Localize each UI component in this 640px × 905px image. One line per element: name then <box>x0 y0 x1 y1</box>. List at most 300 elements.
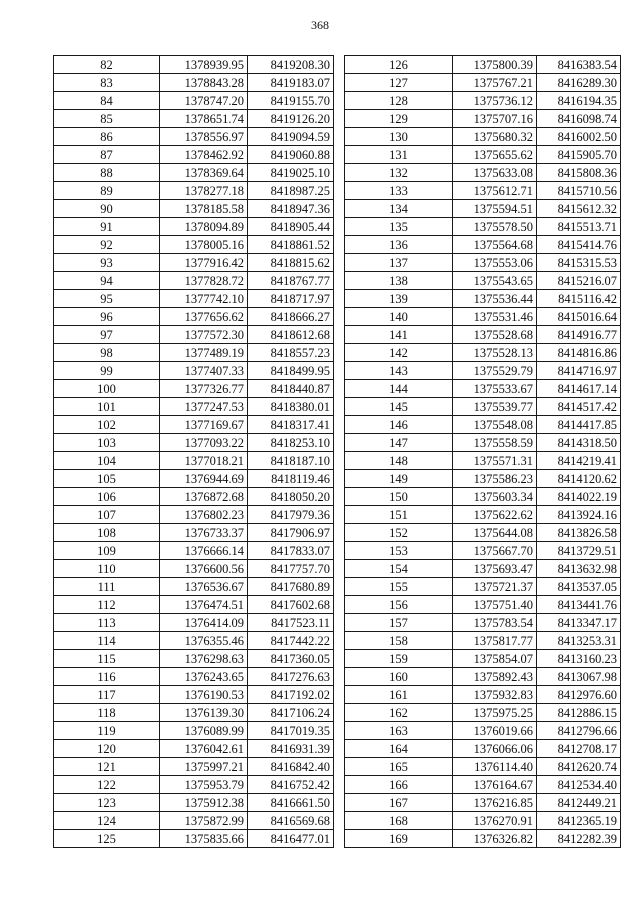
table-row <box>54 146 334 164</box>
y-coordinate-cell: 8419126.20 <box>248 110 334 128</box>
table-row <box>54 128 334 146</box>
y-coordinate-cell: 8414517.42 <box>537 398 621 416</box>
x-coordinate-cell: 1378185.58 <box>160 200 248 218</box>
point-number-cell: 104 <box>54 452 160 470</box>
y-coordinate-cell: 8413253.31 <box>537 632 621 650</box>
table-row <box>345 542 621 560</box>
x-coordinate-cell: 1378094.89 <box>160 218 248 236</box>
y-coordinate-cell: 8413826.58 <box>537 524 621 542</box>
point-number-cell: 169 <box>345 830 453 848</box>
table-row <box>345 578 621 596</box>
x-coordinate-cell: 1377742.10 <box>160 290 248 308</box>
y-coordinate-cell: 8417833.07 <box>248 542 334 560</box>
x-coordinate-cell: 1376474.51 <box>160 596 248 614</box>
y-coordinate-cell: 8415016.64 <box>537 308 621 326</box>
table-row <box>345 290 621 308</box>
point-number-cell: 103 <box>54 434 160 452</box>
point-number-cell: 137 <box>345 254 453 272</box>
x-coordinate-cell: 1376733.37 <box>160 524 248 542</box>
y-coordinate-cell: 8415612.32 <box>537 200 621 218</box>
point-number-cell: 89 <box>54 182 160 200</box>
y-coordinate-cell: 8414318.50 <box>537 434 621 452</box>
point-number-cell: 111 <box>54 578 160 596</box>
x-coordinate-cell: 1375586.23 <box>453 470 537 488</box>
y-coordinate-cell: 8412449.21 <box>537 794 621 812</box>
point-number-cell: 97 <box>54 326 160 344</box>
y-coordinate-cell: 8418717.97 <box>248 290 334 308</box>
y-coordinate-cell: 8413441.76 <box>537 596 621 614</box>
table-row <box>345 236 621 254</box>
table-row <box>54 830 334 848</box>
point-number-cell: 147 <box>345 434 453 452</box>
y-coordinate-cell: 8419208.30 <box>248 56 334 74</box>
table-row <box>345 668 621 686</box>
table-row <box>345 56 621 74</box>
point-number-cell: 98 <box>54 344 160 362</box>
point-number-cell: 99 <box>54 362 160 380</box>
table-row <box>345 200 621 218</box>
y-coordinate-cell: 8415513.71 <box>537 218 621 236</box>
y-coordinate-cell: 8418317.41 <box>248 416 334 434</box>
y-coordinate-cell: 8418440.87 <box>248 380 334 398</box>
y-coordinate-cell: 8419183.07 <box>248 74 334 92</box>
point-number-cell: 156 <box>345 596 453 614</box>
point-number-cell: 114 <box>54 632 160 650</box>
point-number-cell: 143 <box>345 362 453 380</box>
x-coordinate-cell: 1375533.67 <box>453 380 537 398</box>
x-coordinate-cell: 1375529.79 <box>453 362 537 380</box>
x-coordinate-cell: 1375644.08 <box>453 524 537 542</box>
point-number-cell: 167 <box>345 794 453 812</box>
point-number-cell: 110 <box>54 560 160 578</box>
table-row <box>54 308 334 326</box>
x-coordinate-cell: 1376270.91 <box>453 812 537 830</box>
y-coordinate-cell: 8418253.10 <box>248 434 334 452</box>
y-coordinate-cell: 8417680.89 <box>248 578 334 596</box>
table-row <box>345 722 621 740</box>
table-row <box>345 74 621 92</box>
table-row <box>345 488 621 506</box>
x-coordinate-cell: 1376414.09 <box>160 614 248 632</box>
y-coordinate-cell: 8413067.98 <box>537 668 621 686</box>
table-row <box>54 110 334 128</box>
y-coordinate-cell: 8412365.19 <box>537 812 621 830</box>
x-coordinate-cell: 1376355.46 <box>160 632 248 650</box>
x-coordinate-cell: 1375553.06 <box>453 254 537 272</box>
x-coordinate-cell: 1375539.77 <box>453 398 537 416</box>
point-number-cell: 85 <box>54 110 160 128</box>
y-coordinate-cell: 8414120.62 <box>537 470 621 488</box>
table-row <box>54 506 334 524</box>
point-number-cell: 151 <box>345 506 453 524</box>
x-coordinate-cell: 1375892.43 <box>453 668 537 686</box>
x-coordinate-cell: 1376089.99 <box>160 722 248 740</box>
y-coordinate-cell: 8416383.54 <box>537 56 621 74</box>
y-coordinate-cell: 8418767.77 <box>248 272 334 290</box>
point-number-cell: 152 <box>345 524 453 542</box>
point-number-cell: 112 <box>54 596 160 614</box>
x-coordinate-cell: 1375932.83 <box>453 686 537 704</box>
x-coordinate-cell: 1375997.21 <box>160 758 248 776</box>
x-coordinate-cell: 1377656.62 <box>160 308 248 326</box>
point-number-cell: 102 <box>54 416 160 434</box>
table-row <box>54 434 334 452</box>
y-coordinate-cell: 8415116.42 <box>537 290 621 308</box>
x-coordinate-cell: 1376216.85 <box>453 794 537 812</box>
table-row <box>54 668 334 686</box>
x-coordinate-cell: 1375528.68 <box>453 326 537 344</box>
y-coordinate-cell: 8418557.23 <box>248 344 334 362</box>
x-coordinate-cell: 1377018.21 <box>160 452 248 470</box>
table-row <box>54 236 334 254</box>
y-coordinate-cell: 8414916.77 <box>537 326 621 344</box>
y-coordinate-cell: 8415808.36 <box>537 164 621 182</box>
point-number-cell: 113 <box>54 614 160 632</box>
point-number-cell: 139 <box>345 290 453 308</box>
x-coordinate-cell: 1378277.18 <box>160 182 248 200</box>
x-coordinate-cell: 1377489.19 <box>160 344 248 362</box>
y-coordinate-cell: 8412796.66 <box>537 722 621 740</box>
table-row <box>54 488 334 506</box>
x-coordinate-cell: 1375975.25 <box>453 704 537 722</box>
table-row <box>54 596 334 614</box>
point-number-cell: 107 <box>54 506 160 524</box>
x-coordinate-cell: 1375603.34 <box>453 488 537 506</box>
y-coordinate-cell: 8417757.70 <box>248 560 334 578</box>
point-number-cell: 92 <box>54 236 160 254</box>
point-number-cell: 88 <box>54 164 160 182</box>
table-row <box>345 182 621 200</box>
table-row <box>54 452 334 470</box>
x-coordinate-cell: 1377828.72 <box>160 272 248 290</box>
point-number-cell: 149 <box>345 470 453 488</box>
x-coordinate-cell: 1375854.07 <box>453 650 537 668</box>
table-row <box>54 704 334 722</box>
table-row <box>345 740 621 758</box>
y-coordinate-cell: 8418187.10 <box>248 452 334 470</box>
y-coordinate-cell: 8419025.10 <box>248 164 334 182</box>
x-coordinate-cell: 1378556.97 <box>160 128 248 146</box>
x-coordinate-cell: 1375912.38 <box>160 794 248 812</box>
table-row <box>345 794 621 812</box>
y-coordinate-cell: 8417602.68 <box>248 596 334 614</box>
table-row <box>54 362 334 380</box>
x-coordinate-cell: 1375667.70 <box>453 542 537 560</box>
table-row <box>345 560 621 578</box>
point-number-cell: 86 <box>54 128 160 146</box>
table-row <box>345 470 621 488</box>
y-coordinate-cell: 8418947.36 <box>248 200 334 218</box>
table-row <box>54 182 334 200</box>
y-coordinate-cell: 8413537.05 <box>537 578 621 596</box>
table-row <box>345 704 621 722</box>
point-number-cell: 160 <box>345 668 453 686</box>
y-coordinate-cell: 8413160.23 <box>537 650 621 668</box>
table-row <box>54 380 334 398</box>
point-number-cell: 100 <box>54 380 160 398</box>
table-row <box>54 686 334 704</box>
table-row <box>345 164 621 182</box>
table-row <box>345 110 621 128</box>
y-coordinate-cell: 8418666.27 <box>248 308 334 326</box>
table-row <box>54 614 334 632</box>
x-coordinate-cell: 1376114.40 <box>453 758 537 776</box>
point-number-cell: 150 <box>345 488 453 506</box>
x-coordinate-cell: 1376066.06 <box>453 740 537 758</box>
x-coordinate-cell: 1378005.16 <box>160 236 248 254</box>
x-coordinate-cell: 1378651.74 <box>160 110 248 128</box>
point-number-cell: 90 <box>54 200 160 218</box>
y-coordinate-cell: 8412708.17 <box>537 740 621 758</box>
point-number-cell: 135 <box>345 218 453 236</box>
point-number-cell: 154 <box>345 560 453 578</box>
y-coordinate-cell: 8416289.30 <box>537 74 621 92</box>
x-coordinate-cell: 1375680.32 <box>453 128 537 146</box>
table-row <box>54 794 334 812</box>
point-number-cell: 128 <box>345 92 453 110</box>
point-number-cell: 106 <box>54 488 160 506</box>
x-coordinate-cell: 1375707.16 <box>453 110 537 128</box>
point-number-cell: 136 <box>345 236 453 254</box>
y-coordinate-cell: 8418815.62 <box>248 254 334 272</box>
y-coordinate-cell: 8415710.56 <box>537 182 621 200</box>
table-row <box>345 308 621 326</box>
point-number-cell: 163 <box>345 722 453 740</box>
x-coordinate-cell: 1375872.99 <box>160 812 248 830</box>
table-row <box>54 56 334 74</box>
point-number-cell: 168 <box>345 812 453 830</box>
table-row <box>54 164 334 182</box>
coordinates-table-right <box>344 55 621 848</box>
y-coordinate-cell: 8417360.05 <box>248 650 334 668</box>
x-coordinate-cell: 1377326.77 <box>160 380 248 398</box>
x-coordinate-cell: 1377407.33 <box>160 362 248 380</box>
x-coordinate-cell: 1376944.69 <box>160 470 248 488</box>
x-coordinate-cell: 1377916.42 <box>160 254 248 272</box>
y-coordinate-cell: 8414617.14 <box>537 380 621 398</box>
point-number-cell: 87 <box>54 146 160 164</box>
x-coordinate-cell: 1376164.67 <box>453 776 537 794</box>
x-coordinate-cell: 1375531.46 <box>453 308 537 326</box>
x-coordinate-cell: 1376139.30 <box>160 704 248 722</box>
page-number: 368 <box>311 18 329 32</box>
table-row <box>54 200 334 218</box>
x-coordinate-cell: 1375751.40 <box>453 596 537 614</box>
table-row <box>345 776 621 794</box>
table-row <box>54 272 334 290</box>
x-coordinate-cell: 1375594.51 <box>453 200 537 218</box>
x-coordinate-cell: 1376802.23 <box>160 506 248 524</box>
point-number-cell: 146 <box>345 416 453 434</box>
x-coordinate-cell: 1376536.67 <box>160 578 248 596</box>
point-number-cell: 108 <box>54 524 160 542</box>
table-row <box>345 506 621 524</box>
point-number-cell: 141 <box>345 326 453 344</box>
table-row <box>345 398 621 416</box>
point-number-cell: 131 <box>345 146 453 164</box>
y-coordinate-cell: 8416752.42 <box>248 776 334 794</box>
x-coordinate-cell: 1375767.21 <box>453 74 537 92</box>
table-row <box>345 416 621 434</box>
y-coordinate-cell: 8415905.70 <box>537 146 621 164</box>
x-coordinate-cell: 1375736.12 <box>453 92 537 110</box>
point-number-cell: 164 <box>345 740 453 758</box>
point-number-cell: 123 <box>54 794 160 812</box>
y-coordinate-cell: 8416002.50 <box>537 128 621 146</box>
point-number-cell: 116 <box>54 668 160 686</box>
y-coordinate-cell: 8416931.39 <box>248 740 334 758</box>
point-number-cell: 159 <box>345 650 453 668</box>
x-coordinate-cell: 1375564.68 <box>453 236 537 254</box>
table-row <box>54 254 334 272</box>
y-coordinate-cell: 8412534.40 <box>537 776 621 794</box>
table-row <box>345 686 621 704</box>
table-row <box>345 812 621 830</box>
y-coordinate-cell: 8418905.44 <box>248 218 334 236</box>
x-coordinate-cell: 1376600.56 <box>160 560 248 578</box>
point-number-cell: 155 <box>345 578 453 596</box>
y-coordinate-cell: 8416661.50 <box>248 794 334 812</box>
point-number-cell: 166 <box>345 776 453 794</box>
x-coordinate-cell: 1376243.65 <box>160 668 248 686</box>
x-coordinate-cell: 1378747.20 <box>160 92 248 110</box>
point-number-cell: 117 <box>54 686 160 704</box>
table-row <box>54 344 334 362</box>
table-row <box>345 272 621 290</box>
y-coordinate-cell: 8413924.16 <box>537 506 621 524</box>
x-coordinate-cell: 1376666.14 <box>160 542 248 560</box>
table-row <box>54 218 334 236</box>
x-coordinate-cell: 1375953.79 <box>160 776 248 794</box>
x-coordinate-cell: 1375817.77 <box>453 632 537 650</box>
x-coordinate-cell: 1376019.66 <box>453 722 537 740</box>
x-coordinate-cell: 1377572.30 <box>160 326 248 344</box>
table-row <box>345 218 621 236</box>
table-row <box>345 758 621 776</box>
point-number-cell: 157 <box>345 614 453 632</box>
x-coordinate-cell: 1375622.62 <box>453 506 537 524</box>
table-row <box>54 632 334 650</box>
y-coordinate-cell: 8417192.02 <box>248 686 334 704</box>
point-number-cell: 145 <box>345 398 453 416</box>
point-number-cell: 158 <box>345 632 453 650</box>
point-number-cell: 101 <box>54 398 160 416</box>
y-coordinate-cell: 8416569.68 <box>248 812 334 830</box>
table-row <box>54 542 334 560</box>
y-coordinate-cell: 8418861.52 <box>248 236 334 254</box>
point-number-cell: 84 <box>54 92 160 110</box>
x-coordinate-cell: 1375578.50 <box>453 218 537 236</box>
table-row <box>345 452 621 470</box>
table-row <box>345 380 621 398</box>
x-coordinate-cell: 1375693.47 <box>453 560 537 578</box>
point-number-cell: 132 <box>345 164 453 182</box>
point-number-cell: 125 <box>54 830 160 848</box>
point-number-cell: 83 <box>54 74 160 92</box>
table-row <box>345 128 621 146</box>
point-number-cell: 142 <box>345 344 453 362</box>
y-coordinate-cell: 8414417.85 <box>537 416 621 434</box>
table-row <box>54 650 334 668</box>
x-coordinate-cell: 1377093.22 <box>160 434 248 452</box>
point-number-cell: 109 <box>54 542 160 560</box>
point-number-cell: 138 <box>345 272 453 290</box>
x-coordinate-cell: 1375800.39 <box>453 56 537 74</box>
x-coordinate-cell: 1375612.71 <box>453 182 537 200</box>
table-row <box>54 92 334 110</box>
y-coordinate-cell: 8414022.19 <box>537 488 621 506</box>
table-row <box>54 524 334 542</box>
y-coordinate-cell: 8412976.60 <box>537 686 621 704</box>
table-row <box>54 398 334 416</box>
y-coordinate-cell: 8412282.39 <box>537 830 621 848</box>
x-coordinate-cell: 1376872.68 <box>160 488 248 506</box>
point-number-cell: 119 <box>54 722 160 740</box>
x-coordinate-cell: 1376042.61 <box>160 740 248 758</box>
table-row <box>345 362 621 380</box>
y-coordinate-cell: 8415315.53 <box>537 254 621 272</box>
table-row <box>54 758 334 776</box>
point-number-cell: 82 <box>54 56 160 74</box>
x-coordinate-cell: 1377169.67 <box>160 416 248 434</box>
y-coordinate-cell: 8419060.88 <box>248 146 334 164</box>
table-row <box>345 632 621 650</box>
x-coordinate-cell: 1375548.08 <box>453 416 537 434</box>
y-coordinate-cell: 8414716.97 <box>537 362 621 380</box>
point-number-cell: 144 <box>345 380 453 398</box>
point-number-cell: 94 <box>54 272 160 290</box>
point-number-cell: 105 <box>54 470 160 488</box>
table-row <box>345 524 621 542</box>
y-coordinate-cell: 8417979.36 <box>248 506 334 524</box>
y-coordinate-cell: 8417523.11 <box>248 614 334 632</box>
y-coordinate-cell: 8415414.76 <box>537 236 621 254</box>
y-coordinate-cell: 8418050.20 <box>248 488 334 506</box>
x-coordinate-cell: 1375571.31 <box>453 452 537 470</box>
table-row <box>54 470 334 488</box>
y-coordinate-cell: 8418987.25 <box>248 182 334 200</box>
point-number-cell: 165 <box>345 758 453 776</box>
x-coordinate-cell: 1375633.08 <box>453 164 537 182</box>
point-number-cell: 93 <box>54 254 160 272</box>
table-row <box>345 434 621 452</box>
point-number-cell: 140 <box>345 308 453 326</box>
table-row <box>54 290 334 308</box>
y-coordinate-cell: 8416098.74 <box>537 110 621 128</box>
point-number-cell: 122 <box>54 776 160 794</box>
point-number-cell: 115 <box>54 650 160 668</box>
y-coordinate-cell: 8417106.24 <box>248 704 334 722</box>
table-row <box>54 74 334 92</box>
table-row <box>345 830 621 848</box>
x-coordinate-cell: 1376190.53 <box>160 686 248 704</box>
y-coordinate-cell: 8417906.97 <box>248 524 334 542</box>
y-coordinate-cell: 8417019.35 <box>248 722 334 740</box>
point-number-cell: 133 <box>345 182 453 200</box>
table-row <box>54 740 334 758</box>
point-number-cell: 121 <box>54 758 160 776</box>
point-number-cell: 162 <box>345 704 453 722</box>
x-coordinate-cell: 1375783.54 <box>453 614 537 632</box>
y-coordinate-cell: 8418612.68 <box>248 326 334 344</box>
table-row <box>345 254 621 272</box>
table-row <box>54 776 334 794</box>
point-number-cell: 129 <box>345 110 453 128</box>
y-coordinate-cell: 8418119.46 <box>248 470 334 488</box>
y-coordinate-cell: 8413729.51 <box>537 542 621 560</box>
x-coordinate-cell: 1375835.66 <box>160 830 248 848</box>
point-number-cell: 91 <box>54 218 160 236</box>
